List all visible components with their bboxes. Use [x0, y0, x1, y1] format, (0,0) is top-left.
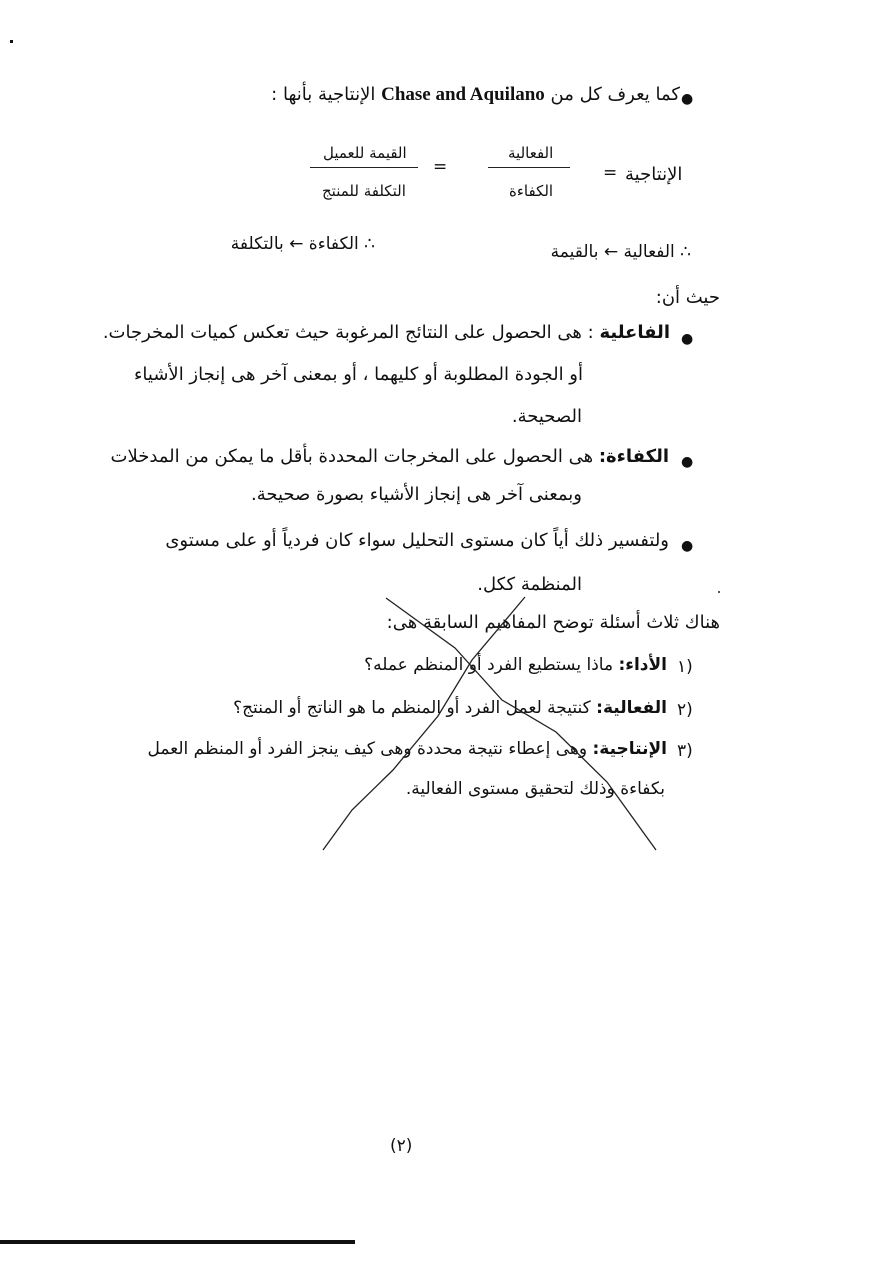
formula-equals: =: [433, 157, 448, 177]
question-term: الفعالية:: [596, 698, 667, 718]
question-3-continuation: بكفاءة وذلك لتحقيق مستوى الفعالية.: [405, 779, 665, 799]
efficiency-definition-line2: وبمعنى آخر هى إنجاز الأشياء بصورة صحيحة.: [250, 484, 582, 505]
efficiency-definition-line1: الكفاءة: هى الحصول على المخرجات المحددة بأقل ما يمكن من المدخلات: [110, 446, 669, 467]
bullet-icon: ●: [681, 91, 694, 107]
therefore-effectiveness: ∴ الفعالية ← بالقيمة: [550, 242, 691, 262]
interpretation-line2: المنظمة ككل.: [477, 574, 582, 595]
formula-equals: =: [603, 163, 618, 183]
formula-customer-value: القيمة للعميل: [323, 144, 407, 162]
question-term: الأداء:: [618, 655, 667, 675]
question-number: ١): [677, 657, 693, 677]
effectiveness-definition-line2: أو الجودة المطلوبة أو كليهما ، أو بمعنى آخر هى إنجاز الأشياء: [133, 364, 583, 385]
where-heading: حيث أن:: [655, 287, 720, 308]
bottom-rule: [0, 1240, 355, 1244]
question-term: الإنتاجية:: [592, 739, 667, 759]
formula-producer-cost: التكلفة للمنتج: [322, 182, 406, 200]
intro-line: كما يعرف كل من Chase and Aquilano الإنتاجية بأنها :: [271, 84, 680, 105]
formula-effectiveness: الفعالية: [508, 144, 554, 162]
formula-efficiency: الكفاءة: [509, 182, 554, 200]
effectiveness-definition-line1: الفاعلية : هى الحصول على النتائج المرغوبة حيث تعكس كميات المخرجات.: [102, 322, 670, 343]
page-number: (٢): [390, 1136, 413, 1156]
bullet-icon: ●: [681, 454, 694, 470]
question-1: الأداء: ماذا يستطيع الفرد أو المنظم عمله؟: [364, 655, 667, 675]
bullet-icon: ●: [681, 538, 694, 554]
efficiency-term: الكفاءة:: [598, 446, 669, 467]
therefore-efficiency: ∴ الكفاءة ← بالتكلفة: [230, 234, 375, 254]
question-2: الفعالية: كنتيجة لعمل الفرد أو المنظم ما هو الناتج أو المنتج؟: [233, 698, 667, 718]
effectiveness-term: الفاعلية: [599, 322, 670, 343]
questions-intro: هناك ثلاث أسئلة توضح المفاهيم السابقة هى:: [386, 612, 720, 633]
bullet-icon: ●: [681, 331, 694, 347]
authors-name: Chase and Aquilano: [381, 84, 545, 105]
interpretation-line1: ولتفسير ذلك أياً كان مستوى التحليل سواء كان فردياً أو على مستوى: [165, 530, 669, 551]
question-3: الإنتاجية: وهى إعطاء نتيجة محددة وهى كيف ينجز الفرد أو المنظم العمل: [147, 739, 667, 759]
effectiveness-definition-line3: الصحيحة.: [511, 406, 582, 427]
question-number: ٢): [677, 700, 693, 720]
formula-productivity: الإنتاجية: [625, 164, 683, 185]
question-number: ٣): [677, 741, 693, 761]
